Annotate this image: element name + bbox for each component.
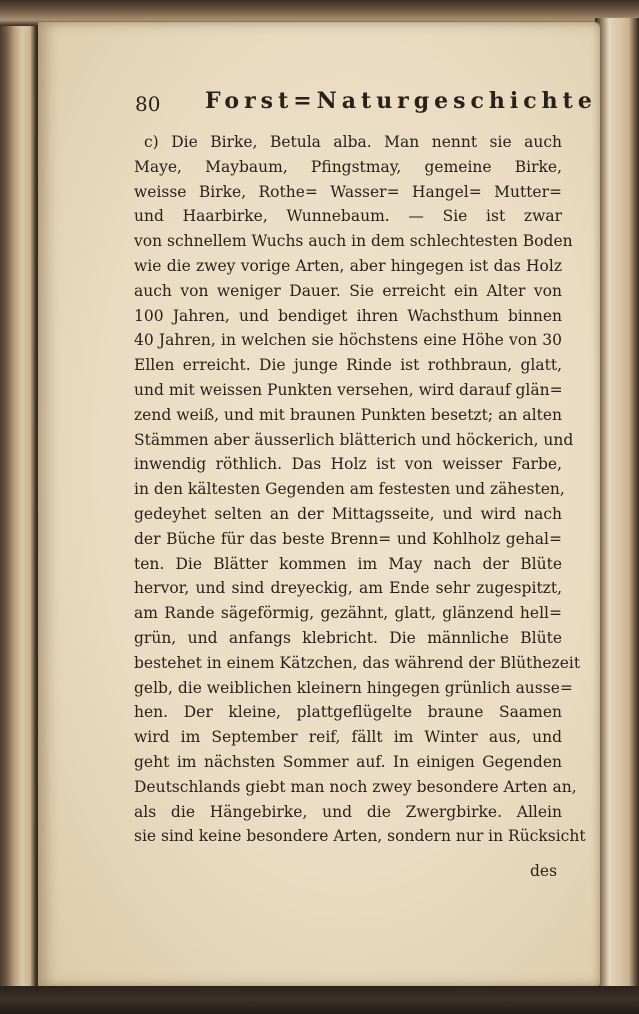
text-line: hervor, und sind dreyeckig, am Ende sehr zugespitzt, [134, 579, 562, 598]
text-line: gedeyhet selten an der Mittagsseite, und wird nach [134, 504, 562, 523]
text-line: hen. Der kleine, plattgeflügelte braune Saamen [134, 703, 562, 722]
page-header [135, 88, 597, 124]
text-line: und mit weissen Punkten versehen, wird darauf glän= [134, 380, 563, 399]
text-line: als die Hängebirke, und die Zwergbirke. Allein [134, 802, 562, 821]
running-title: Forst=Naturgeschichte [205, 88, 597, 114]
text-line: 100 Jahren, und bendiget ihren Wachsthum binnen [134, 306, 562, 325]
page-number: 80 [135, 92, 161, 116]
text-line: ten. Die Blätter kommen im May nach der Blüte [134, 554, 562, 573]
text-line: grün, und anfangs klebricht. Die männliche Blüte [134, 628, 562, 647]
scan-bottom-edge [0, 986, 639, 1014]
text-line: wie die zwey vorige Arten, aber hingegen ist das Holz [134, 256, 562, 275]
text-line: am Rande sägeförmig, gezähnt, glatt, glänzend hell= [134, 604, 562, 623]
text-line: c) Die Birke, Betula alba. Man nennt sie auch [144, 133, 562, 151]
text-line: in den kältesten Gegenden am festesten und zähesten, [134, 480, 565, 499]
text-line: Stämmen aber äusserlich blätterich und höckerich, und [134, 430, 574, 449]
text-line: auch von weniger Dauer. Sie erreicht ein Alter von [134, 281, 562, 300]
text-line: Ellen erreicht. Die junge Rinde ist rothbraun, glatt, [134, 356, 562, 375]
text-line: inwendig röthlich. Das Holz ist von weisser Farbe, [134, 455, 562, 474]
text-line: von schnellem Wuchs auch in dem schlechtesten Boden [134, 232, 573, 251]
text-line: und Haarbirke, Wunnebaum. — Sie ist zwar [134, 207, 562, 226]
text-line: der Büche für das beste Brenn= und Kohlholz gehal= [134, 529, 562, 548]
text-line: geht im nächsten Sommer auf. In einigen Gegenden [134, 752, 562, 771]
body-text [134, 130, 586, 849]
text-line: 40 Jahren, in welchen sie höchstens eine Höhe von 30 [134, 331, 562, 350]
text-line: Deutschlands giebt man noch zwey besondere Arten an, [134, 777, 577, 796]
catchword: des [530, 862, 558, 880]
text-line: Maye, Maybaum, Pfingstmay, gemeine Birke, [134, 157, 562, 176]
text-line: gelb, die weiblichen kleinern hingegen grünlich ausse= [134, 678, 573, 697]
text-line: weisse Birke, Rothe= Wasser= Hangel= Mutter= [134, 182, 562, 201]
facing-page-edge [595, 18, 639, 1003]
text-line: wird im September reif, fällt im Winter aus, und [134, 728, 562, 747]
text-line: bestehet in einem Kätzchen, das während der Blüthezeit [134, 653, 581, 672]
text-line: sie sind keine besondere Arten, sondern nur in Rücksicht [134, 827, 586, 846]
text-line: zend weiß, und mit braunen Punkten besetzt; an alten [134, 405, 562, 424]
